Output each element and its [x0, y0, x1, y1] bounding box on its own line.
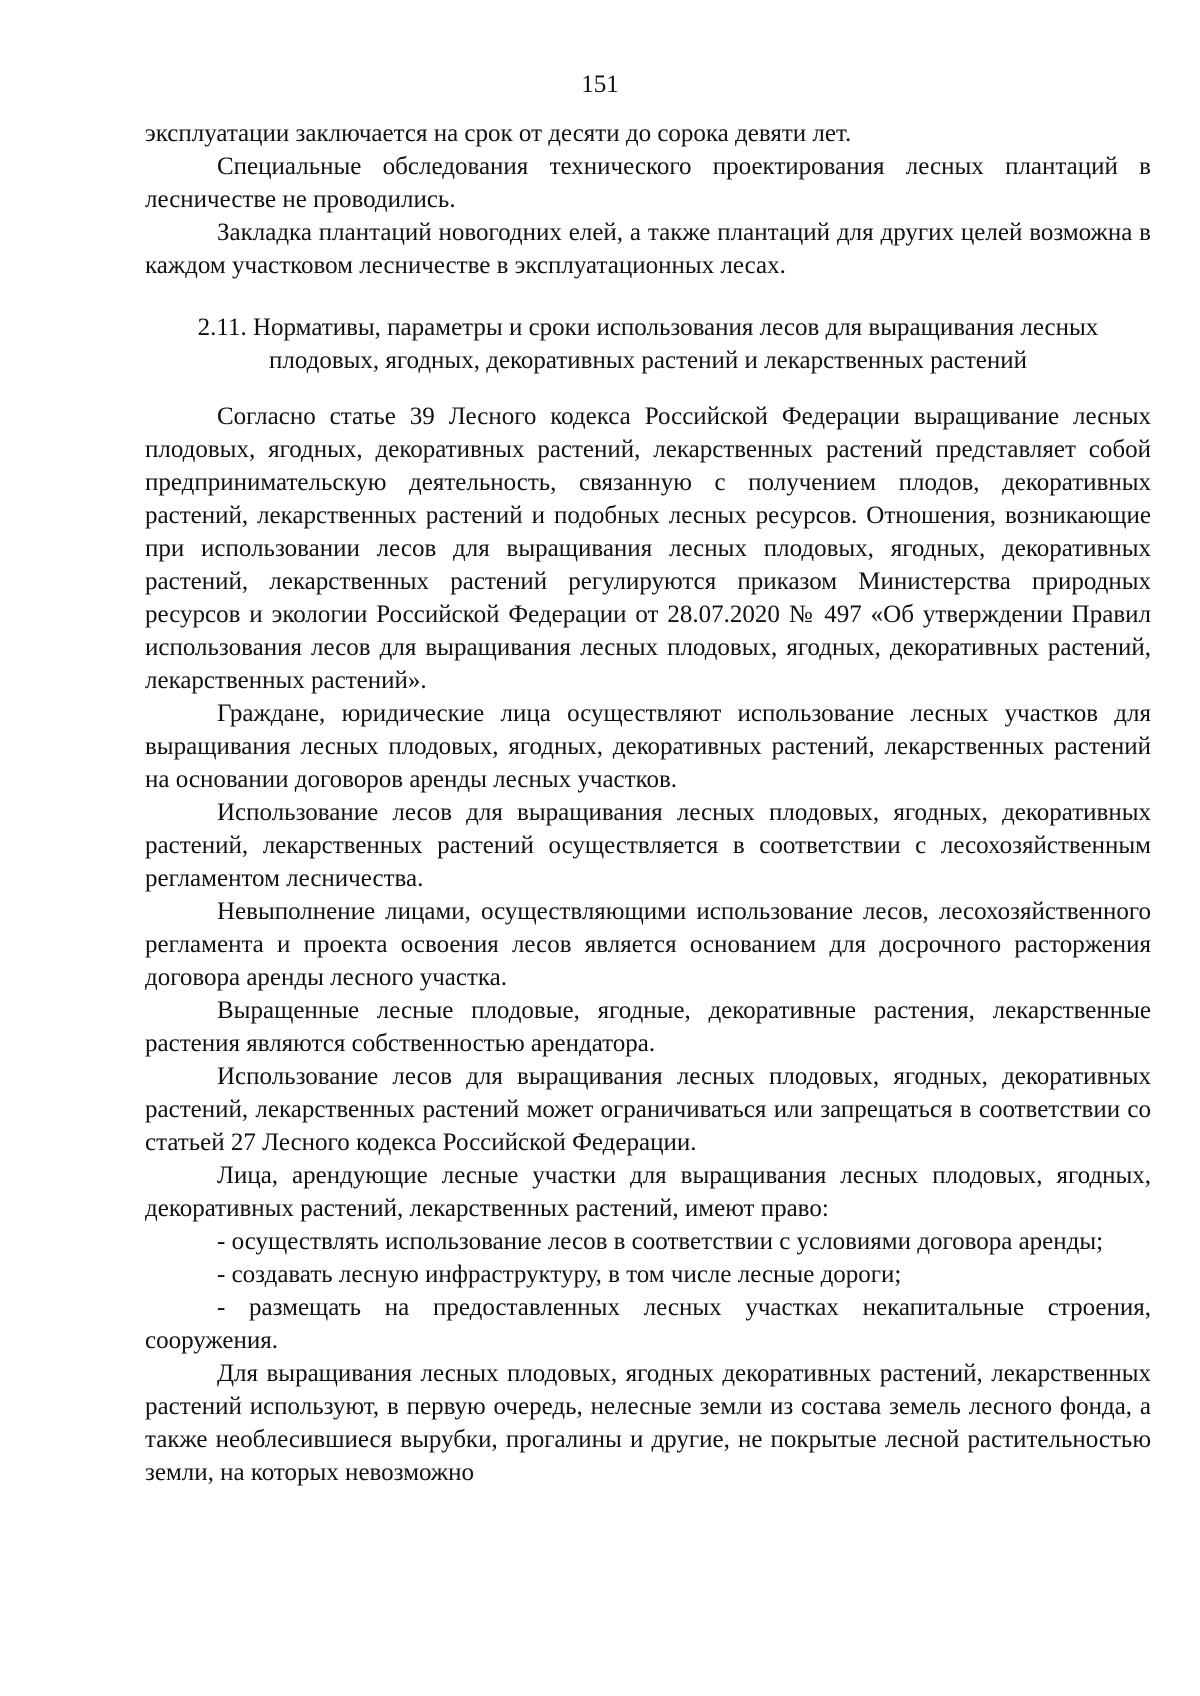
paragraph: Использование лесов для выращивания лесных плодовых, ягодных, декоративных растений, лекарственных растений осуществляется в соответствии с лесохозяйственным регламентом лесничества.	[145, 799, 1151, 892]
top-text-block	[145, 117, 1151, 282]
paragraph: Для выращивания лесных плодовых, ягодных декоративных растений, лекарственных растений используют, в первую очередь, нелесные земли из состава земель лесного фонда, а также необлесившиеся вырубки, прогалины и другие, не покрытые лесной растительностью земли, на которых невозможно	[145, 1360, 1151, 1486]
list-item: - размещать на предоставленных лесных участках некапитальные строения, сооружения.	[145, 1294, 1151, 1354]
page-number: 151	[581, 71, 619, 98]
body-text-block	[145, 400, 1151, 1489]
paragraph: Невыполнение лицами, осуществляющими использование лесов, лесохозяйственного регламента и проекта освоения лесов является основанием для досрочного расторжения договора аренды лесного участка.	[145, 898, 1151, 991]
paragraph: Граждане, юридические лица осуществляют использование лесных участков для выращивания лесных плодовых, ягодных, декоративных растений, лекарственных растений на основании договоров аренды лесных участков.	[145, 700, 1151, 793]
paragraph: Специальные обследования технического проектирования лесных плантаций в лесничестве не проводились.	[145, 153, 1151, 213]
paragraph: Согласно статье 39 Лесного кодекса Российской Федерации выращивание лесных плодовых, ягодных, декоративных растений, лекарственных растений представляет собой предпринимательскую деятельность, связанную с получением плодов, декоративных растений, лекарственных растений и подобных лесных ресурсов. Отношения, возникающие при использовании лесов для выращивания лесных плодовых, ягодных, декоративных растений, лекарственных растений регулируются приказом Министерства природных ресурсов и экологии Российской Федерации от 28.07.2020 № 497 «Об утверждении Правил использования лесов для выращивания лесных плодовых, ягодных, декоративных растений, лекарственных растений».	[145, 403, 1151, 694]
paragraph: Закладка плантаций новогодних елей, а также плантаций для других целей возможна в каждом участковом лесничестве в эксплуатационных лесах.	[145, 219, 1151, 279]
list-item: - создавать лесную инфраструктуру, в том числе лесные дороги;	[217, 1261, 902, 1288]
paragraph: Лица, арендующие лесные участки для выращивания лесных плодовых, ягодных, декоративных растений, лекарственных растений, имеют право:	[145, 1162, 1151, 1222]
paragraph: Использование лесов для выращивания лесных плодовых, ягодных, декоративных растений, лекарственных растений может ограничиваться или запрещаться в соответствии со статьей 27 Лесного кодекса Российской Федерации.	[145, 1063, 1151, 1156]
section-heading-block	[145, 311, 1151, 377]
section-heading: 2.11. Нормативы, параметры и сроки использования лесов для выращивания лесных плодовых, ягодных, декоративных растений и лекарственных растений	[197, 314, 1099, 374]
paragraph: эксплуатации заключается на срок от десяти до сорока девяти лет.	[145, 120, 852, 147]
list-item: - осуществлять использование лесов в соответствии с условиями договора аренды;	[217, 1228, 1104, 1255]
paragraph: Выращенные лесные плодовые, ягодные, декоративные растения, лекарственные растения являются собственностью арендатора.	[145, 997, 1151, 1057]
